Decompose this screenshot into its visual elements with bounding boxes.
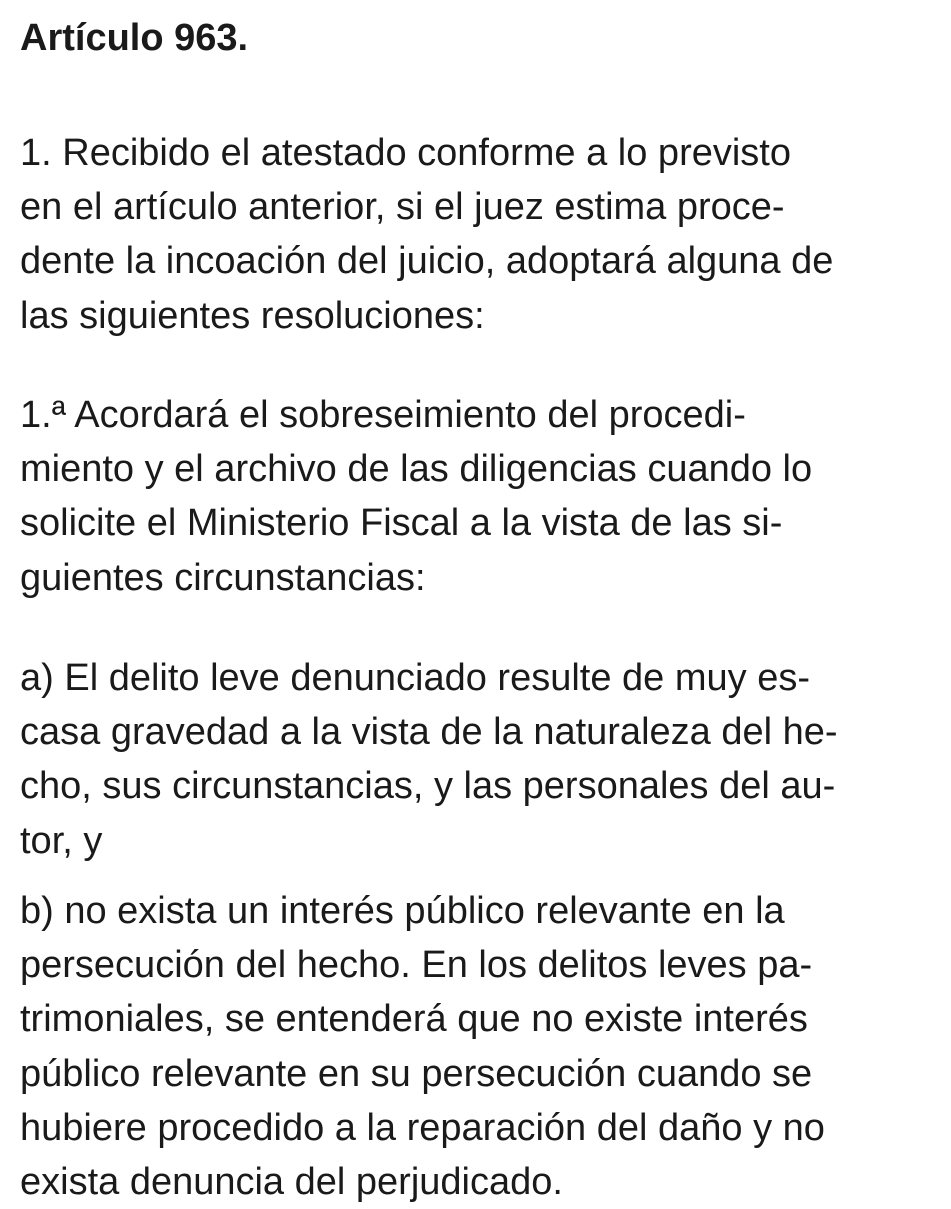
- paragraph-line: persecución del hecho. En los delitos leves pa-: [20, 944, 813, 987]
- paragraph-line: casa gravedad a la vista de la naturaleza del he-: [20, 711, 838, 754]
- paragraph-1: [20, 126, 935, 343]
- paragraph-a: [20, 651, 935, 868]
- paragraph-line: hubiere procedido a la reparación del daño y no: [20, 1106, 825, 1149]
- paragraph-line: 1.ª Acordará el sobreseimiento del procedi-: [20, 394, 746, 436]
- article-title: Artículo 963.: [20, 17, 249, 59]
- paragraph-b: [20, 884, 935, 1209]
- paragraph-line: las siguientes resoluciones:: [20, 294, 485, 337]
- paragraph-line: guientes circunstancias:: [20, 556, 426, 599]
- paragraph-line: solicite el Ministerio Fiscal a la vista de las si-: [20, 502, 783, 545]
- paragraph-line: exista denuncia del perjudicado.: [20, 1161, 563, 1204]
- paragraph-line: en el artículo anterior, si el juez estima proce-: [20, 186, 785, 229]
- paragraph-line: dente la incoación del juicio, adoptará alguna de: [20, 240, 834, 283]
- paragraph-line: tor, y: [20, 819, 103, 862]
- paragraph-line: trimoniales, se entenderá que no existe interés: [20, 998, 808, 1041]
- paragraph-line: público relevante en su persecución cuando se: [20, 1052, 813, 1095]
- paragraph-line: a) El delito leve denunciado resulte de muy es-: [20, 657, 811, 699]
- paragraph-1a: [20, 388, 935, 605]
- paragraph-line: b) no exista un interés público relevante en la: [20, 890, 785, 932]
- paragraph-line: 1. Recibido el atestado conforme a lo previsto: [20, 132, 791, 174]
- paragraph-line: miento y el archivo de las diligencias cuando lo: [20, 448, 813, 491]
- paragraph-line: cho, sus circunstancias, y las personales del au-: [20, 765, 836, 808]
